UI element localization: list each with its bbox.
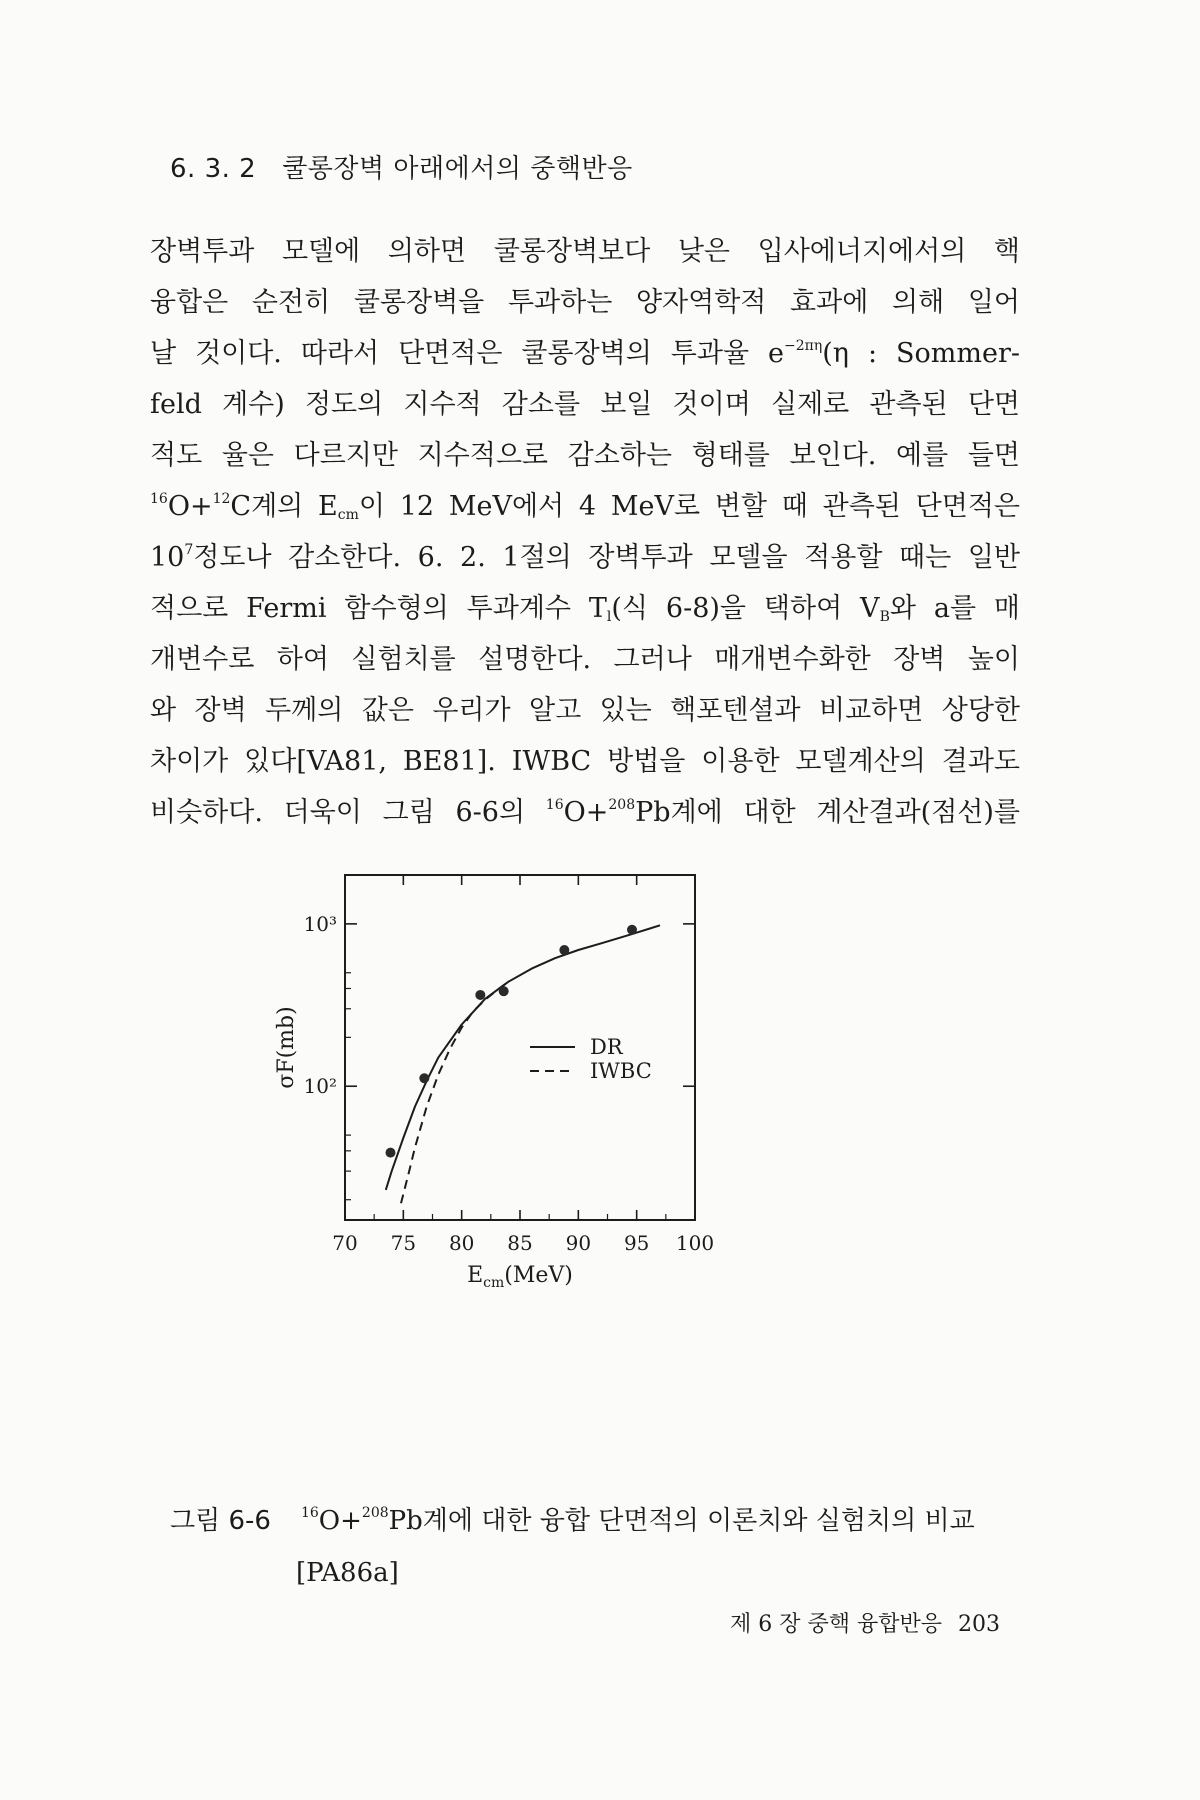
caption-text: Pb계에 대한 융합 단면적의 이론치와 실험치의 비교 (388, 1506, 975, 1536)
x-tick-label: 95 (623, 1231, 650, 1255)
text-line: $^{16}$O+$^{12}$C계의 $E_{cm}$이 12 MeV에서 4 MeV로 변할 때 관측된 단면적은 (150, 491, 1020, 523)
text-line: $10^7$정도나 감소한다. 6. 2. 1절의 장벽투과 모델을 적용할 때는 일반 (150, 542, 1020, 573)
figure-caption: 그림 6-6 $^{16}$O+$^{208}$Pb계에 대한 융합 단면적의 이론치와 실험치의 비교 [PA86a] (170, 1495, 1020, 1599)
legend-dr-label: DR (590, 1035, 623, 1059)
plot-frame (345, 875, 695, 1220)
section-title: 쿨롱장벽 아래에서의 중핵반응 (282, 154, 633, 184)
fusion-cross-section-chart (274, 855, 840, 1495)
data-point (627, 925, 637, 935)
section-number: 6. 3. 2 (170, 154, 257, 184)
text-line: 차이가 있다[VA81, BE81]. IWBC 방법을 이용한 모델계산의 결과도 (150, 746, 1020, 777)
figure-label: 그림 6-6 (170, 1506, 271, 1536)
x-tick-label: 80 (448, 1231, 475, 1255)
data-point (559, 945, 569, 955)
y-tick-label: 10² (303, 1074, 337, 1099)
caption-reference: [PA86a] (296, 1558, 399, 1588)
x-tick-label: 75 (390, 1231, 417, 1255)
x-tick-label: 100 (675, 1231, 715, 1255)
page-number: 203 (958, 1612, 1000, 1637)
section-heading (170, 148, 633, 185)
y-tick-label: 10³ (303, 911, 337, 936)
text-line: 날 것이다. 따라서 단면적은 쿨롱장벽의 투과율 $e^{-2\pi\eta}(\eta$ : Sommer- (150, 338, 1020, 369)
running-head: 제 6 장 중핵 융합반응 (730, 1612, 942, 1637)
text-line: 와 장벽 두께의 값은 우리가 알고 있는 핵포텐셜과 비교하면 상당한 (150, 695, 1020, 726)
y-axis-label: σF(mb) (274, 1006, 299, 1089)
x-tick-label: 90 (565, 1231, 592, 1255)
legend-iwbc-label: IWBC (590, 1059, 652, 1083)
x-tick-label: 70 (332, 1231, 358, 1255)
figure-6-6 (274, 855, 840, 1495)
page-footer (730, 1607, 1000, 1638)
text-line: 장벽투과 모델에 의하면 쿨롱장벽보다 낮은 입사에너지에서의 핵 (150, 236, 1020, 267)
x-axis-label: $E_{cm}(MeV)$ (467, 1263, 573, 1291)
data-point (475, 990, 485, 1000)
iwbc-curve (401, 982, 508, 1204)
text-line: 비슷하다. 더욱이 그림 6-6의 $^{16}$O+$^{208}$Pb계에 대한 계산결과(점선)를 (150, 797, 1020, 828)
body-paragraph (150, 226, 1020, 838)
text-line: 적도 율은 다르지만 지수적으로 감소하는 형태를 보인다. 예를 들면 (150, 440, 1020, 471)
text-line: feld 계수) 정도의 지수적 감소를 보일 것이며 실제로 관측된 단면 (150, 389, 1020, 420)
text-line: 융합은 순전히 쿨롱장벽을 투과하는 양자역학적 효과에 의해 일어 (150, 287, 1020, 318)
text-line: 개변수로 하여 실험치를 설명한다. 그러나 매개변수화한 장벽 높이 (150, 644, 1020, 675)
data-point (386, 1148, 396, 1158)
data-point (499, 986, 509, 996)
data-point (419, 1073, 429, 1083)
x-tick-label: 85 (507, 1231, 533, 1255)
text-line: 적으로 Fermi 함수형의 투과계수 $T_l$(식 6-8)을 택하여 $V_B$와 a를 매 (150, 593, 1021, 625)
